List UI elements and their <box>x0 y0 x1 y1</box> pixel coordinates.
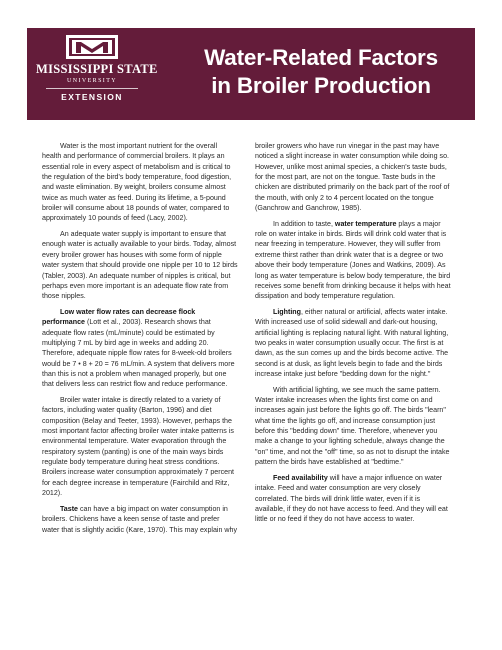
left-column <box>42 141 238 540</box>
feed-availability-text: will have a major influence on water intake. Feed and water consumption are very closely correlated. The birds will drink little water, even if it is available, if they do not have access to feed. And they will eat little or no feed if they do not have access to water. <box>255 473 448 524</box>
paragraph-flow-rate <box>42 307 238 390</box>
paragraph-lighting <box>255 307 451 379</box>
title-line-1: Water-Related Factors <box>204 45 438 70</box>
msu-extension-logo[interactable] <box>36 34 158 110</box>
paragraph-artificial-lighting: With artificial lighting, we see much the same pattern. Water intake increases when the lights first come on and increases again just before the lights go off. The birds "learn" what time the lights go off, and increase consumption just before this "bedding down" time. Therefore, whenever you make a change to your lighting schedule, always change the "on" time, and not the "off" time, so as not to disrupt the intake pattern the birds have established at "bedtime." <box>255 385 450 467</box>
feed-availability-heading: Feed availability <box>273 473 328 482</box>
paragraph-environment: Broiler water intake is directly related to a variety of factors, including water quality (Barton, 1996) and diet composition (Belay and Teeter, 1993). However, perhaps the most important factor affecting broiler water intake patterns is environmental temperature. Water evaporation through the respiratory system (panting) is one of the main ways birds regulate body temperature during heat stress conditions. Broilers increase water consumption approximately 7 percent for each degree increase in temperature (Fairchild and Ritz, 2012). <box>42 396 235 498</box>
paragraph-water-supply: An adequate water supply is important to ensure that enough water is actually available to your birds. Today, almost every broiler grower has houses with some form of nipple water system that should provide one nipple per 10 to 12 birds (Tabler, 2003). An adequate number of nipples is critical, but perhaps even more important is an adequate flow rate from those nipples. <box>42 230 238 301</box>
document-title <box>186 44 456 100</box>
water-temperature-heading: water temperature <box>334 219 397 228</box>
paragraph-water-temperature <box>255 219 451 302</box>
institution-name: MISSISSIPPI STATE <box>36 62 158 76</box>
logo-divider <box>46 88 138 89</box>
water-temperature-text: plays a major role on water intake in birds. Birds will drink cold water that is near freezing in temperature. However, they will suffer from extreme thirst rather than drink water that is a degree or two above their body temperature (Jones and Watkins, 2009). As long as water temperature is below body temperature, the bird receives some benefit from drinking because it helps with heat dissipation and body temperature regulation. <box>255 219 451 301</box>
paragraph-taste-continued: broiler growers who have run vinegar in the past may have noticed a slight increase in water consumption while doing so. However, unlike most animal species, a chicken's taste buds, for the most part, are not on the tongue. Taste buds in the chicken are distributed primarily on the back part of the roof of the mouth, with only 2 to 4 percent located on the tongue (Ganchrow and Ganchrow, 1985). <box>255 142 450 213</box>
title-line-2: in Broiler Production <box>211 73 431 98</box>
paragraph-taste <box>42 504 238 535</box>
university-label: UNIVERSITY <box>67 78 117 84</box>
taste-text: can have a big impact on water consumption in broilers. Chickens have a keen sense of taste and prefer water that is slightly acidic (Kare, 1970). This may explain why <box>42 504 238 534</box>
taste-heading: Taste <box>60 504 79 513</box>
paragraph-feed-availability <box>255 473 451 525</box>
m-shield-icon <box>64 34 120 60</box>
paragraph-intro: Water is the most important nutrient for the overall health and performance of commercial broilers. It plays an essential role in every aspect of metabolism and is critical to the regulation of the bird's body temperature, food digestion, and waste elimination. By weight, broilers consume almost twice as much water as feed. During its lifetime, a 5-pound broiler will consume about 18 pounds of water, compared to approximately 10 pounds of feed (Lacy, 2002). <box>42 142 232 223</box>
lighting-text: , either natural or artificial, affects water intake. With increased use of solid sidewall and dark-out housing, artificial lighting is replacing natural light. With natural lighting, two peaks in water consumption usually occur. The first is at dawn, as the sun comes up and the birds become active. The second is at dusk, as light levels begin to fade and the birds increase intake just before "bedding down for the night." <box>255 307 449 378</box>
right-column <box>255 141 451 530</box>
extension-label: EXTENSION <box>61 92 123 102</box>
flow-rate-text: (Lott et al., 2003). Research shows that adequate flow rates (mL/minute) could be estimated by multiplying 7 mL by bird age in weeks and adding 20. Therefore, adequate nipple flow rates for 8-week-old broilers would be 7 • 8 + 20 = 76 mL/min. A system that delivers more than this is not a problem when managed properly, but one that delivers less can restrict flow and reduce performance. <box>42 318 235 389</box>
lighting-heading: Lighting <box>273 307 301 316</box>
water-temperature-lead: In addition to taste, <box>273 219 335 228</box>
flow-rate-heading: Low water flow rates can decrease flock performance <box>42 307 196 327</box>
